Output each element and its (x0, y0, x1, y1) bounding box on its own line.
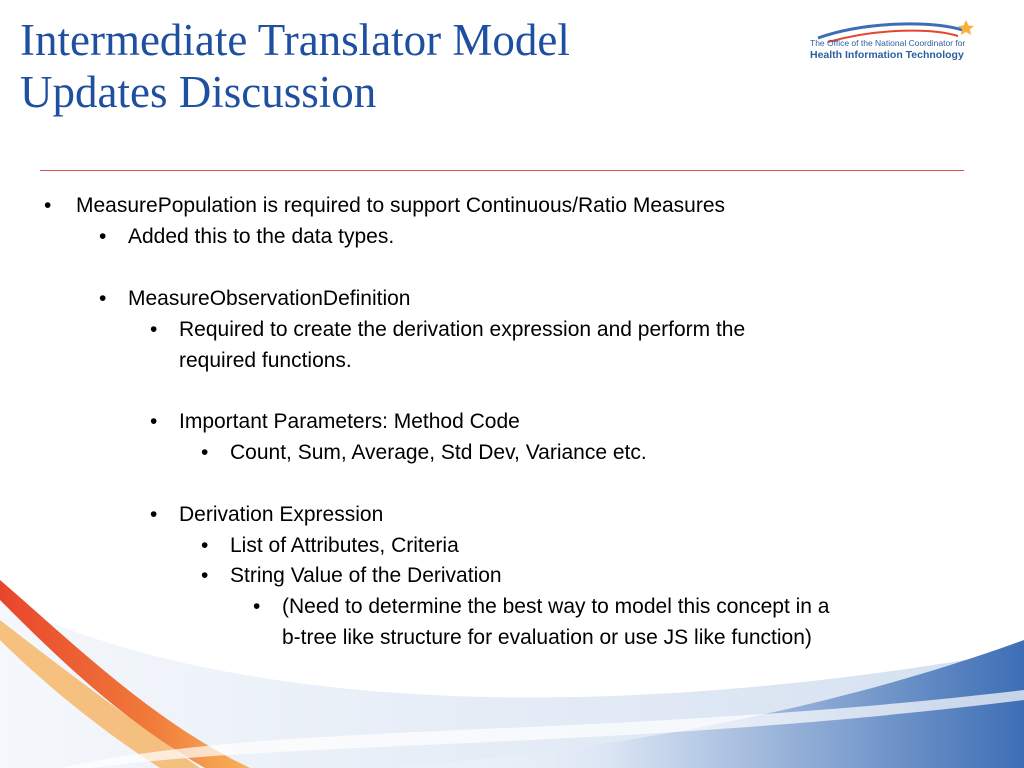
bullet-marker: • (150, 318, 158, 341)
bullet-item (150, 406, 520, 437)
bullet-text-continuation: required functions. (179, 349, 352, 372)
title-line-2: Updates Discussion (20, 67, 377, 117)
bullet-text: Important Parameters: Method Code (179, 410, 520, 433)
bullet-item (44, 190, 725, 221)
bullet-marker: • (44, 194, 52, 217)
bullet-text: (Need to determine the best way to model this concept in a (282, 595, 830, 618)
bullet-marker: • (201, 564, 209, 587)
bullet-item (201, 530, 459, 561)
bullet-item (201, 437, 647, 468)
bullet-marker: • (99, 225, 107, 248)
bullet-text: Count, Sum, Average, Std Dev, Variance etc. (230, 441, 647, 464)
onc-logo (808, 16, 1008, 66)
bullet-text: String Value of the Derivation (230, 564, 502, 587)
bullet-item (99, 221, 394, 252)
bullet-marker: • (201, 441, 209, 464)
bullet-text: Derivation Expression (179, 503, 384, 526)
bullet-text: MeasurePopulation is required to support Continuous/Ratio Measures (76, 194, 726, 217)
bullet-text: MeasureObservationDefinition (128, 287, 411, 310)
title-divider (40, 170, 964, 171)
bullet-item (150, 499, 383, 530)
bullet-text: Required to create the derivation expression and perform the (179, 318, 746, 341)
logo-line-1: The Office of the National Coordinator for (810, 38, 966, 48)
bullet-item (150, 314, 745, 376)
bullet-marker: • (201, 534, 209, 557)
bullet-text: List of Attributes, Criteria (230, 534, 459, 557)
title-line-1: Intermediate Translator Model (20, 15, 570, 65)
bullet-marker: • (150, 503, 158, 526)
bullet-item (99, 283, 410, 314)
bullet-marker: • (253, 595, 261, 618)
bullet-item (201, 560, 502, 591)
bullet-marker: • (99, 287, 107, 310)
slide-title (20, 14, 780, 118)
bullet-marker: • (150, 410, 158, 433)
logo-text (810, 38, 965, 62)
bullet-item (253, 591, 829, 653)
logo-line-2: Health Information Technology (810, 49, 964, 61)
bullet-text-continuation: b-tree like structure for evaluation or use JS like function) (282, 626, 812, 649)
bullet-text: Added this to the data types. (128, 225, 395, 248)
